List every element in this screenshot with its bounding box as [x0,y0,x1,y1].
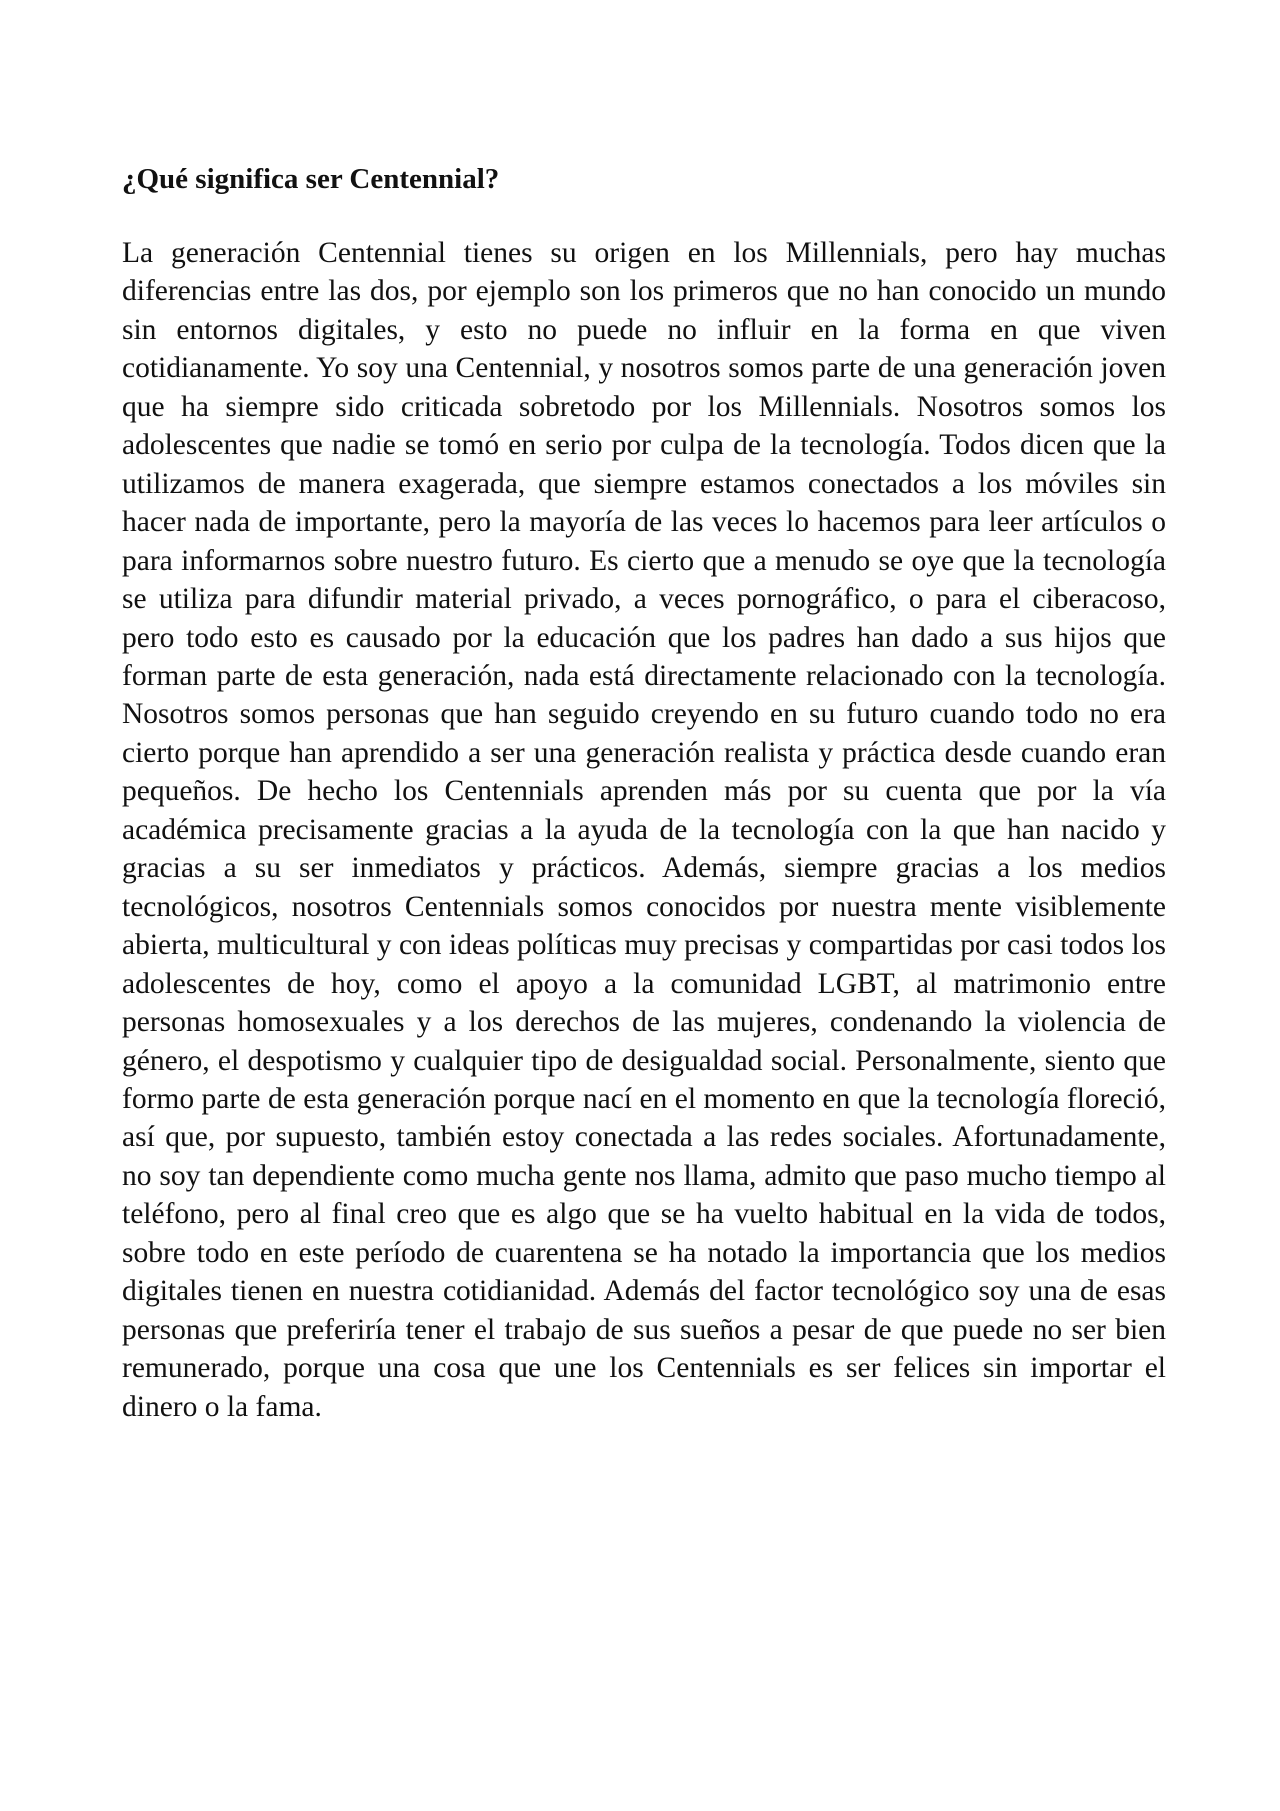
document-title: ¿Qué significa ser Centennial? [122,163,500,195]
document-body-paragraph: La generación Centennial tienes su origen en los Millennials, pero hay muchas diferencias entre las dos, por ejemplo son los primeros que no han conocido un mundo sin entornos digitales, y esto no puede no influir en la forma en que viven cotidianamente. Yo soy una Centennial, y nosotros somos parte de una generación joven que ha siempre sido criticada sobretodo por los Millennials. Nosotros somos los adolescentes que nadie se tomó en serio por culpa de la tecnología. Todos dicen que la utilizamos de manera exagerada, que siempre estamos conectados a los móviles sin hacer nada de importante, pero la mayoría de las veces lo hacemos para leer artículos o para informarnos sobre nuestro futuro. Es cierto que a menudo se oye que la tecnología se utiliza para difundir material privado, a veces pornográfico, o para el ciberacoso, pero todo esto es causado por la educación que los padres han dado a sus hijos que forman parte de esta generación, nada está directamente relacionado con la tecnología. Nosotros somos personas que han seguido creyendo en su futuro cuando todo no era cierto porque han aprendido a ser una generación realista y práctica desde cuando eran pequeños. De hecho los Centennials aprenden más por su cuenta que por la vía académica precisamente gracias a la ayuda de la tecnología con la que han nacido y gracias a su ser inmediatos y prácticos. Además, siempre gracias a los medios tecnológicos, nosotros Centennials somos conocidos por nuestra mente visiblemente abierta, multicultural y con ideas políticas muy precisas y compartidas por casi todos los adolescentes de hoy, como el apoyo a la comunidad LGBT, al matrimonio entre personas homosexuales y a los derechos de las mujeres, condenando la violencia de género, el despotismo y cualquier tipo de desigualdad social. Personalmente, siento que formo parte de esta generación porque nací en el momento en que la tecnología floreció, así que, por supuesto, también estoy conectada a las redes sociales. Afortunadamente, no soy tan dependiente como mucha gente nos llama, admito que paso mucho tiempo al teléfono, pero al final creo que es algo que se ha vuelto habitual en la vida de todos, sobre todo en este período de cuarentena se ha notado la importancia que los medios digitales tienen en nuestra cotidianidad. Además del factor tecnológico soy una de esas personas que preferiría tener el trabajo de sus sueños a pesar de que puede no ser bien remunerado, porque una cosa que une los Centennials es ser felices sin importar el dinero o la fama. [122,237,1166,1423]
document-content [122,160,1166,1426]
